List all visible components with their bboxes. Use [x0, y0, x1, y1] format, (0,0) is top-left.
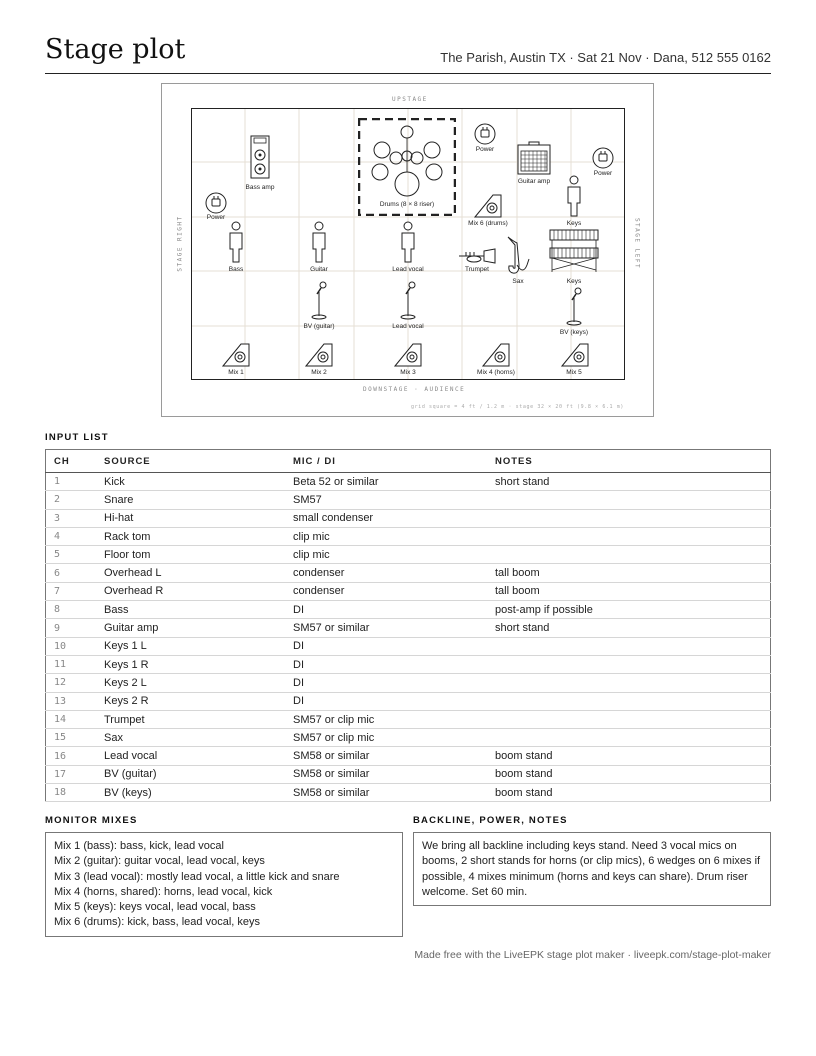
power-label: Power	[206, 214, 226, 221]
mix1-label: Mix 1	[228, 369, 244, 376]
notes-cell: short stand	[487, 619, 771, 637]
channel-cell: 1	[46, 473, 97, 491]
input-list-title: INPUT LIST	[45, 432, 109, 443]
table-row	[46, 601, 771, 619]
mix6-label: Mix 6 (drums)	[468, 220, 508, 227]
channel-cell: 7	[46, 582, 97, 600]
source-cell: Bass	[96, 601, 285, 619]
monitor-mix-line: Mix 6 (drums): kick, bass, lead vocal, keys	[54, 916, 261, 929]
column-header: SOURCE	[96, 450, 285, 473]
monitor-mix-line: Mix 5 (keys): keys vocal, lead vocal, bass	[54, 901, 256, 914]
guitar-label: Guitar	[310, 266, 328, 273]
notes-cell	[487, 692, 771, 710]
bv-guitar-label: BV (guitar)	[303, 323, 335, 330]
monitor-wedge-icon	[474, 194, 502, 218]
guitar-player-icon	[311, 221, 327, 263]
channel-cell: 11	[46, 655, 97, 673]
source-cell: Sax	[96, 729, 285, 747]
notes-cell	[487, 527, 771, 545]
source-cell: Trumpet	[96, 710, 285, 728]
notes-cell	[487, 546, 771, 564]
mix3-label: Mix 3	[400, 369, 416, 376]
table-row	[46, 765, 771, 783]
trumpet-label: Trumpet	[465, 266, 489, 273]
bv-keys-label: BV (keys)	[559, 329, 589, 336]
backline-notes: We bring all backline including keys stand. Need 3 vocal mics on booms, 2 short stands for horns (or clip mics), 6 wedges on 6 mixes if possible, 4 mixes minimum (horns and keys can share). Drum riser welcome. Set 60 min.	[422, 840, 761, 898]
mic-cell: SM58 or similar	[285, 765, 487, 783]
gig-info: The Parish, Austin TX · Sat 21 Nov · Dana, 512 555 0162	[440, 50, 771, 65]
source-cell: BV (keys)	[96, 784, 285, 802]
mic-cell: clip mic	[285, 546, 487, 564]
bass-amp-label: Bass amp	[245, 184, 275, 191]
table-row	[46, 491, 771, 509]
mic-cell: SM58 or similar	[285, 784, 487, 802]
mic-cell: small condenser	[285, 509, 487, 527]
notes-cell	[487, 674, 771, 692]
channel-cell: 5	[46, 546, 97, 564]
mic-cell: SM57	[285, 491, 487, 509]
header-rule	[45, 73, 771, 74]
lead-vocal-mic-label: Lead vocal	[392, 323, 424, 330]
channel-cell: 3	[46, 509, 97, 527]
table-row	[46, 784, 771, 802]
mic-cell: DI	[285, 674, 487, 692]
guitar-amp-icon	[517, 141, 551, 175]
source-cell: Overhead L	[96, 564, 285, 582]
source-cell: Floor tom	[96, 546, 285, 564]
notes-cell	[487, 710, 771, 728]
table-row	[46, 674, 771, 692]
backline-title: BACKLINE, POWER, NOTES	[413, 815, 568, 826]
table-row	[46, 564, 771, 582]
table-row	[46, 527, 771, 545]
upstage-label: UPSTAGE	[392, 96, 428, 103]
notes-cell	[487, 655, 771, 673]
monitor-mixes-title: MONITOR MIXES	[45, 815, 138, 826]
channel-cell: 12	[46, 674, 97, 692]
channel-cell: 6	[46, 564, 97, 582]
mic-cell: SM57 or similar	[285, 619, 487, 637]
source-cell: Keys 1 R	[96, 655, 285, 673]
column-header: NOTES	[487, 450, 771, 473]
notes-cell	[487, 509, 771, 527]
monitor-wedge-icon	[482, 343, 510, 367]
table-row	[46, 637, 771, 655]
mic-cell: Beta 52 or similar	[285, 473, 487, 491]
notes-cell	[487, 637, 771, 655]
sax-icon	[505, 235, 531, 277]
source-cell: Keys 2 L	[96, 674, 285, 692]
channel-cell: 4	[46, 527, 97, 545]
mic-stand-icon	[398, 280, 418, 320]
mix5-label: Mix 5	[566, 369, 582, 376]
source-cell: Keys 2 R	[96, 692, 285, 710]
power-icon	[474, 123, 496, 145]
notes-cell	[487, 491, 771, 509]
power-label: Power	[475, 146, 495, 153]
notes-cell	[487, 729, 771, 747]
bass-label: Bass	[228, 266, 244, 273]
notes-cell: short stand	[487, 473, 771, 491]
mic-cell: DI	[285, 692, 487, 710]
page-title: Stage plot	[45, 34, 186, 65]
table-row	[46, 655, 771, 673]
table-row	[46, 729, 771, 747]
monitor-mix-line: Mix 2 (guitar): guitar vocal, lead vocal, keys	[54, 855, 265, 868]
source-cell: Guitar amp	[96, 619, 285, 637]
trumpet-icon	[458, 248, 496, 264]
notes-cell: tall boom	[487, 582, 771, 600]
power-icon	[592, 147, 614, 169]
mic-stand-icon	[309, 280, 329, 320]
notes-cell: post-amp if possible	[487, 601, 771, 619]
table-row	[46, 710, 771, 728]
footer-credit: Made free with the LiveEPK stage plot maker · liveepk.com/stage-plot-maker	[414, 949, 771, 961]
column-header: MIC / DI	[285, 450, 487, 473]
monitor-wedge-icon	[394, 343, 422, 367]
bass-player-icon	[228, 221, 244, 263]
source-cell: Lead vocal	[96, 747, 285, 765]
mic-cell: DI	[285, 655, 487, 673]
table-row	[46, 509, 771, 527]
table-row	[46, 582, 771, 600]
notes-cell: tall boom	[487, 564, 771, 582]
channel-cell: 10	[46, 637, 97, 655]
source-cell: Kick	[96, 473, 285, 491]
stage-right-label: STAGE RIGHT	[176, 215, 184, 272]
mix4-label: Mix 4 (horns)	[477, 369, 515, 376]
source-cell: Hi-hat	[96, 509, 285, 527]
mic-cell: clip mic	[285, 527, 487, 545]
channel-cell: 16	[46, 747, 97, 765]
channel-cell: 2	[46, 491, 97, 509]
notes-cell: boom stand	[487, 784, 771, 802]
channel-cell: 13	[46, 692, 97, 710]
mic-cell: condenser	[285, 582, 487, 600]
power-label: Power	[593, 170, 613, 177]
mix2-label: Mix 2	[311, 369, 327, 376]
notes-cell: boom stand	[487, 747, 771, 765]
lead-vocal-label: Lead vocal	[392, 266, 424, 273]
source-cell: BV (guitar)	[96, 765, 285, 783]
mic-cell: SM57 or clip mic	[285, 729, 487, 747]
sax-label: Sax	[512, 278, 524, 285]
keys-player-icon	[566, 175, 582, 217]
monitor-mixes-box	[45, 832, 403, 937]
source-cell: Keys 1 L	[96, 637, 285, 655]
table-row	[46, 747, 771, 765]
lead-vocal-person-icon	[400, 221, 416, 263]
keys-instrument-icon	[548, 228, 600, 272]
monitor-mix-line: Mix 1 (bass): bass, kick, lead vocal	[54, 840, 224, 852]
monitor-mix-line: Mix 4 (horns, shared): horns, lead vocal, kick	[54, 885, 273, 898]
table-row	[46, 619, 771, 637]
channel-cell: 15	[46, 729, 97, 747]
source-cell: Rack tom	[96, 527, 285, 545]
input-list-table	[45, 449, 771, 802]
table-row	[46, 546, 771, 564]
mic-cell: DI	[285, 637, 487, 655]
channel-cell: 8	[46, 601, 97, 619]
monitor-mix-line: Mix 3 (lead vocal): mostly lead vocal, a little kick and snare	[54, 870, 340, 883]
monitor-wedge-icon	[561, 343, 589, 367]
mic-cell: condenser	[285, 564, 487, 582]
bass-amp-icon	[250, 135, 270, 179]
channel-cell: 17	[46, 765, 97, 783]
mic-stand-icon	[564, 286, 584, 326]
mic-cell: DI	[285, 601, 487, 619]
column-header: CH	[46, 450, 97, 473]
keys-player-label: Keys	[566, 220, 582, 227]
downstage-label: DOWNSTAGE · AUDIENCE	[363, 386, 466, 393]
drums-label: Drums (8 × 8 riser)	[379, 201, 435, 208]
keys-instrument-label: Keys	[566, 278, 582, 285]
scale-note: grid square = 4 ft / 1.2 m · stage 32 × 20 ft (9.8 × 6.1 m)	[410, 404, 624, 410]
monitor-wedge-icon	[305, 343, 333, 367]
table-header-row	[46, 450, 771, 473]
table-row	[46, 692, 771, 710]
channel-cell: 18	[46, 784, 97, 802]
stage-left-label: STAGE LEFT	[633, 217, 641, 270]
monitor-wedge-icon	[222, 343, 250, 367]
channel-cell: 9	[46, 619, 97, 637]
table-row	[46, 473, 771, 491]
guitar-amp-label: Guitar amp	[517, 178, 551, 185]
source-cell: Snare	[96, 491, 285, 509]
mic-cell: SM58 or similar	[285, 747, 487, 765]
source-cell: Overhead R	[96, 582, 285, 600]
notes-cell: boom stand	[487, 765, 771, 783]
backline-box	[413, 832, 771, 906]
mic-cell: SM57 or clip mic	[285, 710, 487, 728]
channel-cell: 14	[46, 710, 97, 728]
power-icon	[205, 192, 227, 214]
